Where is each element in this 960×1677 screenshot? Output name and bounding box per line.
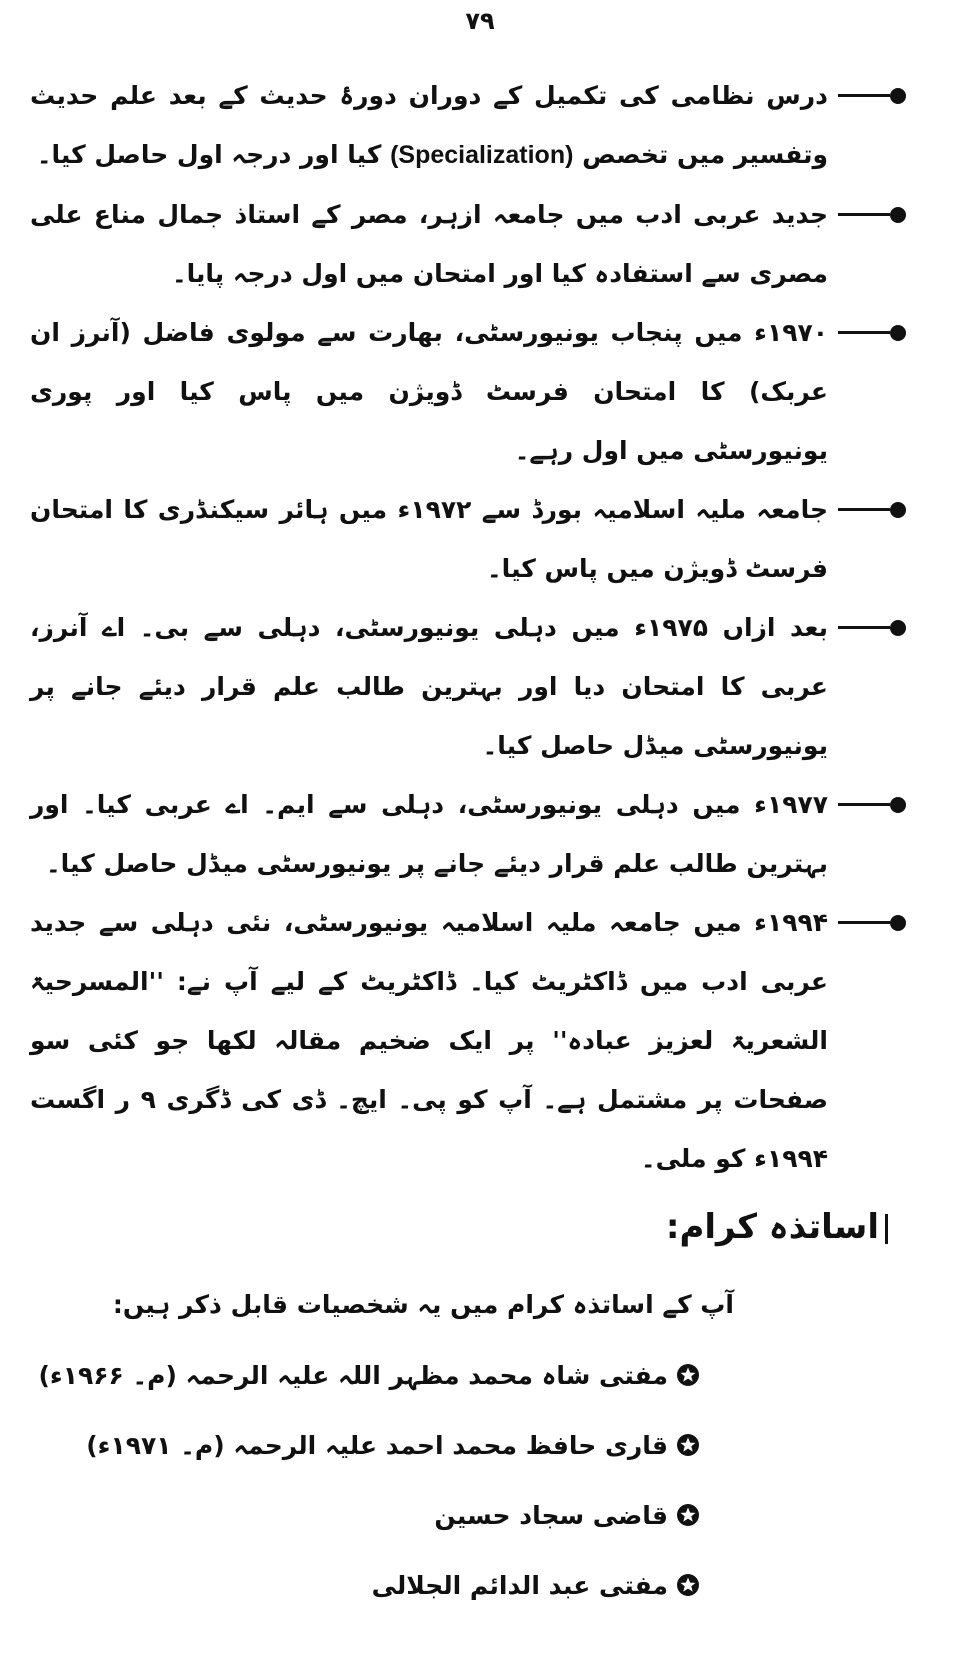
list-item-text: ۱۹۹۴ء میں جامعہ ملیہ اسلامیہ یونیورسٹی، نئی دہلی سے جدید عربی ادب میں ڈاکٹریٹ کیا۔ ڈاکٹریٹ کے لیے آپ نے: ''المسرحیۃ الشعریۃ لعزیز عبادہ'' پر ایک ضخیم مقالہ لکھا جو کئی سو صفحات پر مشتمل ہے۔ آپ کو پی۔ ایچ۔ ڈی کی ڈگری ۹ ر اگست ۱۹۹۴ء کو ملی۔: [30, 908, 828, 1173]
teacher-name: مفتی شاہ محمد مظہر اللہ علیہ الرحمہ (م۔ ۱۹۶۶ء): [38, 1360, 668, 1390]
section-heading-text: اساتذہ کرام:: [665, 1207, 879, 1247]
list-item: [30, 66, 928, 185]
teachers-intro: آپ کے اساتذہ کرام میں یہ شخصیات قابل ذکر ہیں:: [112, 1290, 734, 1319]
list-item: [30, 185, 928, 303]
dash-dot-bullet-icon: [838, 775, 928, 834]
dash-dot-bullet-icon: [838, 598, 928, 657]
list-item: [30, 598, 928, 775]
dash-dot-bullet-icon: [838, 185, 928, 244]
page-number: ۷۹: [465, 7, 495, 35]
list-item-text: ۱۹۷۰ء میں پنجاب یونیورسٹی، بھارت سے مولوی فاضل (آنرز ان عربک) کا امتحان فرسٹ ڈویژن میں پاس کیا اور پوری یونیورسٹی میں اول رہے۔: [30, 318, 828, 465]
teacher-item: [0, 1480, 700, 1550]
dash-dot-bullet-icon: [838, 480, 928, 539]
list-item-text: ۱۹۷۷ء میں دہلی یونیورسٹی، دہلی سے ایم۔ اے عربی کیا۔ اور بہترین طالب علم قرار دیئے جانے پر یونیورسٹی میڈل حاصل کیا۔: [30, 790, 828, 878]
star-circle-icon: [676, 1363, 700, 1387]
list-item: [30, 775, 928, 893]
list-item-text: جدید عربی ادب میں جامعہ ازہر، مصر کے استاذ جمال مناع علی مصری سے استفادہ کیا اور امتحان میں اول درجہ پایا۔: [30, 200, 828, 288]
list-item-text-end: کیا اور درجہ اول حاصل کیا۔: [36, 140, 391, 169]
teacher-item: [0, 1550, 700, 1620]
list-item-text: جامعہ ملیہ اسلامیہ بورڈ سے ۱۹۷۲ء میں ہائر سیکنڈری کا امتحان فرسٹ ڈویژن میں پاس کیا۔: [30, 495, 828, 583]
list-item: [30, 893, 928, 1188]
teacher-name: مفتی عبد الدائم الجلالی: [371, 1570, 668, 1600]
list-item: [30, 303, 928, 480]
dash-dot-bullet-icon: [838, 303, 928, 362]
achievements-list: [30, 66, 928, 1188]
list-item-text: بعد ازاں ۱۹۷۵ء میں دہلی یونیورسٹی، دہلی سے بی۔ اے آنرز، عربی کا امتحان دیا اور بہترین طالب علم قرار دیئے جانے پر یونیورسٹی میڈل حاصل کیا۔: [30, 613, 828, 760]
star-circle-icon: [676, 1503, 700, 1527]
teacher-name: قاری حافظ محمد احمد علیہ الرحمہ (م۔ ۱۹۷۱ء): [86, 1430, 668, 1460]
list-item-text: درس نظامی کی تکمیل کے دوران دورۂ حدیث کے بعد علم حدیث وتفسیر میں تخصص: [30, 81, 828, 169]
heading-bar-icon: [885, 1214, 888, 1244]
teacher-item: [0, 1340, 700, 1410]
star-circle-icon: [676, 1573, 700, 1597]
list-item-english-term: (Specialization): [390, 141, 574, 169]
dash-dot-bullet-icon: [838, 893, 928, 952]
teachers-list: [0, 1340, 700, 1620]
list-item: [30, 480, 928, 598]
section-heading-teachers: [0, 1202, 888, 1252]
teacher-name: قاضی سجاد حسین: [434, 1500, 668, 1530]
dash-dot-bullet-icon: [838, 66, 928, 125]
star-circle-icon: [676, 1433, 700, 1457]
teacher-item: [0, 1410, 700, 1480]
